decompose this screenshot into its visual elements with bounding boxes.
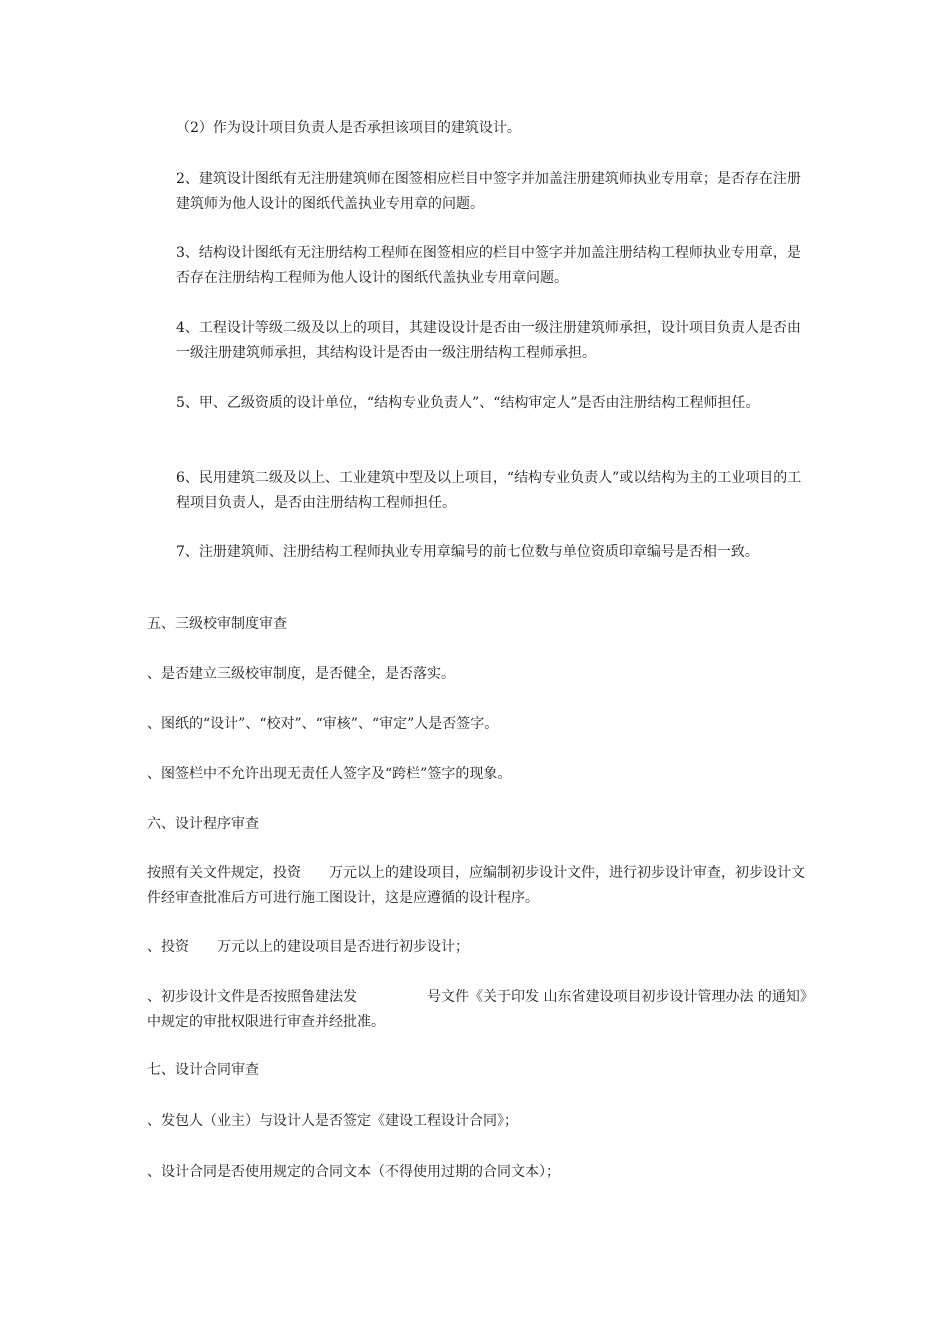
section-7-item-2: 、设计合同是否使用规定的合同文本（不得使用过期的合同文本）； [147,1164,560,1180]
section-6-item-2: 、初步设计文件是否按照鲁建法发 号文件《关于印发 山东省建设项目初步设计管理办法 的通知》中规定的审批权限进行审查并经批准。 [147,989,807,1030]
section-5-item-1: 、是否建立三级校审制度，是否健全，是否落实。 [147,666,455,682]
section-6-item-1: 、投资 万元以上的建设项目是否进行初步设计； [147,939,469,955]
item-6: 6、民用建筑二级及以上、工业建筑中型及以上项目，“结构专业负责人”或以结构为主的工业项目的工程项目负责人，是否由注册结构工程师担任。 [176,470,802,511]
item-2: 2、建筑设计图纸有无注册建筑师在图签相应栏目中签字并加盖注册建筑师执业专用章；是否存在注册建筑师为他人设计的图纸代盖执业专用章的问题。 [176,171,801,212]
section-7-item-1: 、发包人（业主）与设计人是否签定《建设工程设计合同》； [147,1113,518,1129]
section-5-heading: 五、三级校审制度审查 [147,616,287,632]
item-7: 7、注册建筑师、注册结构工程师执业专用章编号的前七位数与单位资质印章编号是否相一致。 [176,544,759,560]
section-5-item-3: 、图签栏中不允许出现无责任人签字及“跨栏”签字的现象。 [147,766,512,782]
section-7-heading: 七、设计合同审查 [147,1062,259,1078]
item-2-sub: （2）作为设计项目负责人是否承担该项目的建筑设计。 [176,120,521,136]
section-6-heading: 六、设计程序审查 [147,816,259,832]
item-5: 5、甲、乙级资质的设计单位，“结构专业负责人”、“结构审定人”是否由注册结构工程师担任。 [176,395,760,411]
section-5-item-2: 、图纸的“设计”、“校对”、“审核”、“审定”人是否签字。 [147,716,499,732]
item-3: 3、结构设计图纸有无注册结构工程师在图签相应的栏目中签字并加盖注册结构工程师执业专用章，是否存在注册结构工程师为他人设计的图纸代盖执业专用章问题。 [176,245,801,286]
section-6-intro: 按照有关文件规定，投资 万元以上的建设项目，应编制初步设计文件，进行初步设计审查，初步设计文件经审查批准后方可进行施工图设计，这是应遵循的设计程序。 [147,865,805,906]
item-4: 4、工程设计等级二级及以上的项目，其建设设计是否由一级注册建筑师承担，设计项目负责人是否由一级注册建筑师承担，其结构设计是否由一级注册结构工程师承担。 [176,320,801,361]
